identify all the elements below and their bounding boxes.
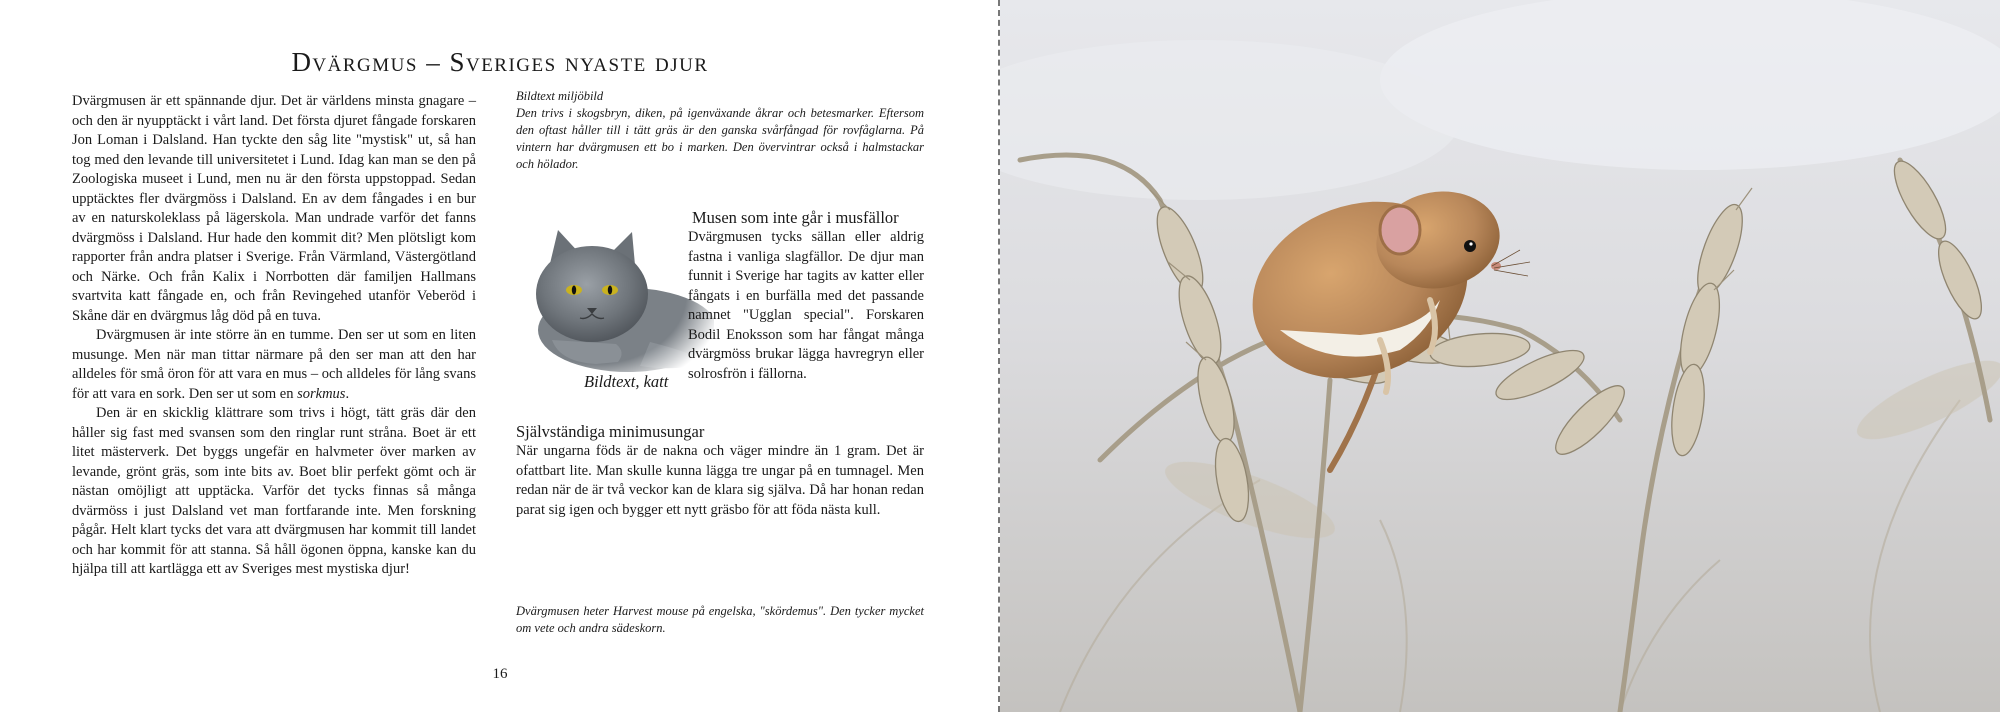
sjalvstandiga-text: När ungarna föds är de nakna och väger mindre än 1 gram. Det är ofattbart lite. Man skulle kunna lägga tre ungar på en tumnagel. Men redan när de är två veckor kan de klara sig själva. Då har honan redan parat sig igen och bygger ett nytt gräsbo för att föda nästa kull. xyxy=(516,443,924,518)
cat-icon xyxy=(500,212,714,377)
english-name-note: Dvärgmusen heter Harvest mouse på engelska, "skördemus". Den tycker mycket om vete och andra sädeskorn. xyxy=(516,604,924,635)
musfallor-heading: Musen som inte går i musfällor xyxy=(692,208,899,227)
main-paragraph-2-text: Dvärgmusen är inte större än en tumme. Den ser ut som en liten musunge. Men när man tittar närmare på den ser man att den har alldeles för små öron för att vara en mus – och alldeles för lång svans för att vara en sork. Den ser ut som en xyxy=(72,327,476,402)
sorkmus-term: sorkmus xyxy=(297,385,346,402)
cat-caption: Bildtext, katt xyxy=(584,372,669,391)
habitat-caption xyxy=(516,88,924,173)
main-paragraph-2-end: . xyxy=(345,385,350,402)
page-number: 16 xyxy=(492,666,508,682)
right-page xyxy=(1000,0,2000,712)
main-paragraph-3: Den är en skicklig klättrare som trivs i högt, tätt gräs där den håller sig fast med svansen som den ringlar runt stråna. Boet är ett litet mästerverk. Det byggs ungefär en halvmeter över marken av levande, grönt gräs, som inte bits av. Boet blir perfekt gömt och är nästan omöjligt att upptäcka. Varför det tycks finnas så många dvärmöss i just Dalsland vet man fortfarande inte. Men forskning pågår. Helt klart tycks det vara att dvärgmusen har kommit till landet och har kommit för att stanna. Så håll ögonen öppna, kanske kan du hjälpa till att kartlägga ett av Sveriges mest mystiska djur! xyxy=(72,405,476,577)
main-text xyxy=(72,92,476,580)
harvest-mouse-on-wheat-illustration xyxy=(1000,0,2000,712)
page-title: Dvärgmus – Sveriges nyaste djur xyxy=(291,47,709,77)
musfallor-text: Dvärgmusen tycks sällan eller aldrig fastna i vanliga slagfällor. De djur man funnit i Sverige har tagits av katter eller fångats i en burfälla med det passande namnet "Ugglan special". Forskaren Bodil Enoksson som har fångat många dvärgmöss brukar lägga havregryn eller solrosfrön i fällorna. xyxy=(688,229,924,382)
main-paragraph-1: Dvärgmusen är ett spännande djur. Det är världens minsta gnagare – och den är nyupptäckt i vårt land. Det första djuret fångade forskaren Jon Loman i Dalsland. Han tyckte den såg lite "mystisk" ut, så han tog med den levande till universitetet i Lund. Idag kan man se den på Zoologiska museet i Lund, men nu är den första uppstoppad. Sedan upptäcktes fler dvärgmöss i Dalsland. En av dem fångades i en bur av en naturskoleklass på lägerskola. Man undrade varför det fanns dvärgmöss i Dalsland. Hur hade den kommit dit? Men plötsligt kom rapporter från andra platser i Sverige. Från Värmland, Västergötland och Närke. Och från Kalix i Norrbotten där familjen Hallmans svartvita katt fångade en, och från Revingehed utanför Veberöd i Skåne där en dvärgmus låg död på en tuva. xyxy=(72,93,476,324)
left-page xyxy=(0,0,998,712)
habitat-caption-text: Den trivs i skogsbryn, diken, på igenväxande åkrar och betesmarker. Eftersom den oftast håller till i tätt gräs är den ganska svårfångad för rovfåglarna. På vintern har dvärgmusen ett bo i marken. Den övervintrar också i halmstackar och hölador. xyxy=(516,106,924,171)
sjalvstandiga-heading: Självständiga minimusungar xyxy=(516,422,705,441)
main-paragraph-2 xyxy=(72,326,476,404)
habitat-caption-label: Bildtext miljöbild xyxy=(516,89,604,103)
